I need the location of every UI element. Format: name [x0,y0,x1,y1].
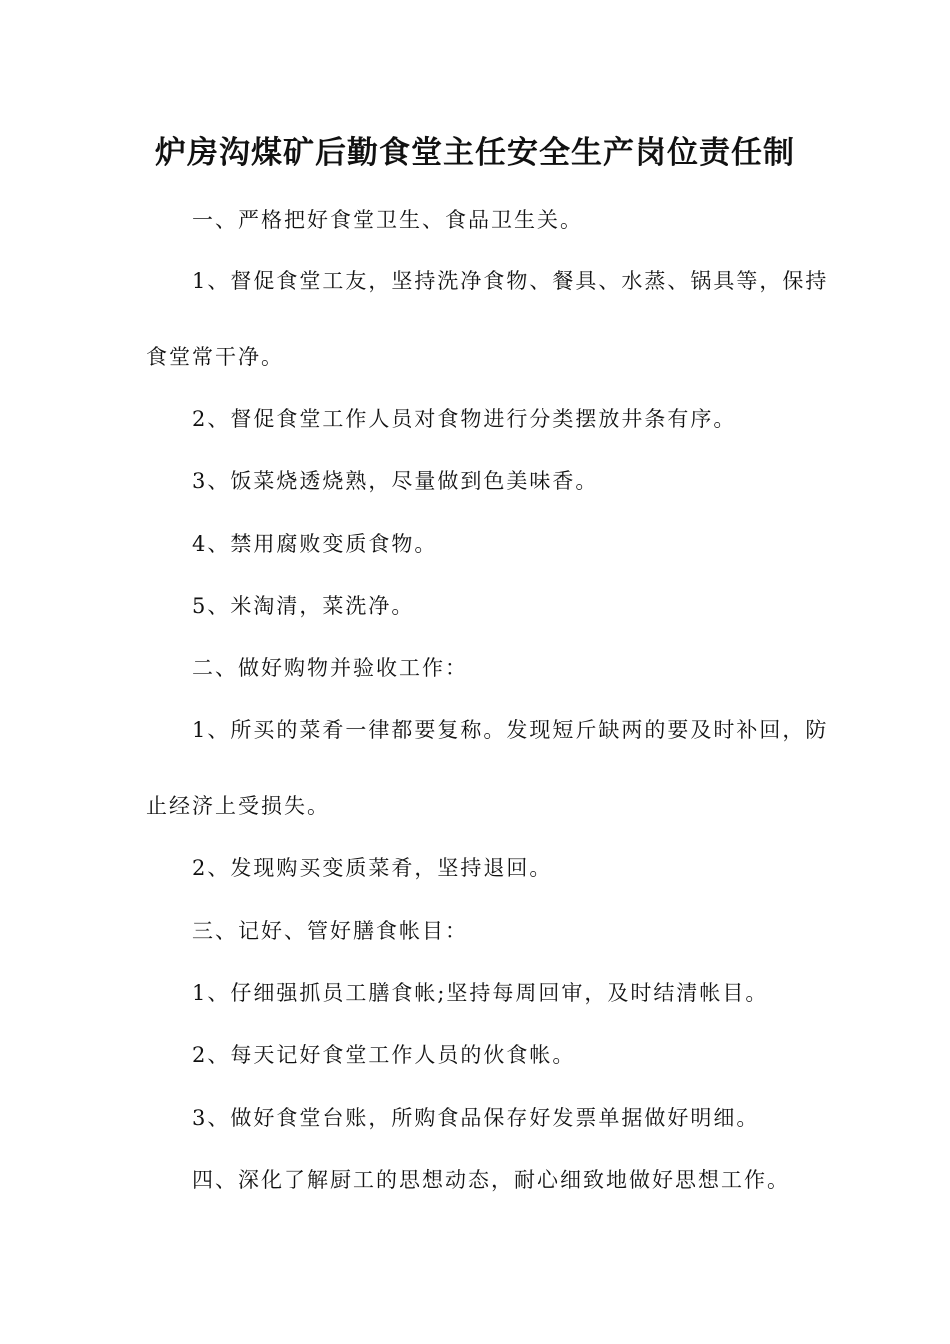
paragraph-line: 2、发现购买变质菜肴，坚持退回。 [192,856,553,880]
section-heading-2: 二、做好购物并验收工作： [192,656,468,680]
paragraph-line: 1、所买的菜肴一律都要复称。发现短斤缺两的要及时补回，防 [192,718,829,742]
paragraph-line: 3、饭菜烧透烧熟，尽量做到色美味香。 [192,469,599,493]
section-heading-4: 四、深化了解厨工的思想动态，耐心细致地做好思想工作。 [192,1168,790,1192]
paragraph-line: 食堂常干净。 [146,345,284,369]
paragraph-line: 1、督促食堂工友，坚持洗净食物、餐具、水蒸、锅具等，保持 [192,269,829,293]
section-heading-1: 一、严格把好食堂卫生、食品卫生关。 [192,208,583,232]
paragraph-line: 止经济上受损失。 [146,794,330,818]
document-title: 炉房沟煤矿后勤食堂主任安全生产岗位责任制 [155,135,795,171]
paragraph-line: 1、仔细强抓员工膳食帐;坚持每周回审，及时结清帐目。 [192,981,769,1005]
section-heading-3: 三、记好、管好膳食帐目： [192,919,468,943]
paragraph-line: 4、禁用腐败变质食物。 [192,532,438,556]
paragraph-line: 2、督促食堂工作人员对食物进行分类摆放井条有序。 [192,407,737,431]
paragraph-line: 3、做好食堂台账，所购食品保存好发票单据做好明细。 [192,1106,760,1130]
paragraph-line: 5、米淘清，菜洗净。 [192,594,415,618]
paragraph-line: 2、每天记好食堂工作人员的伙食帐。 [192,1043,576,1067]
